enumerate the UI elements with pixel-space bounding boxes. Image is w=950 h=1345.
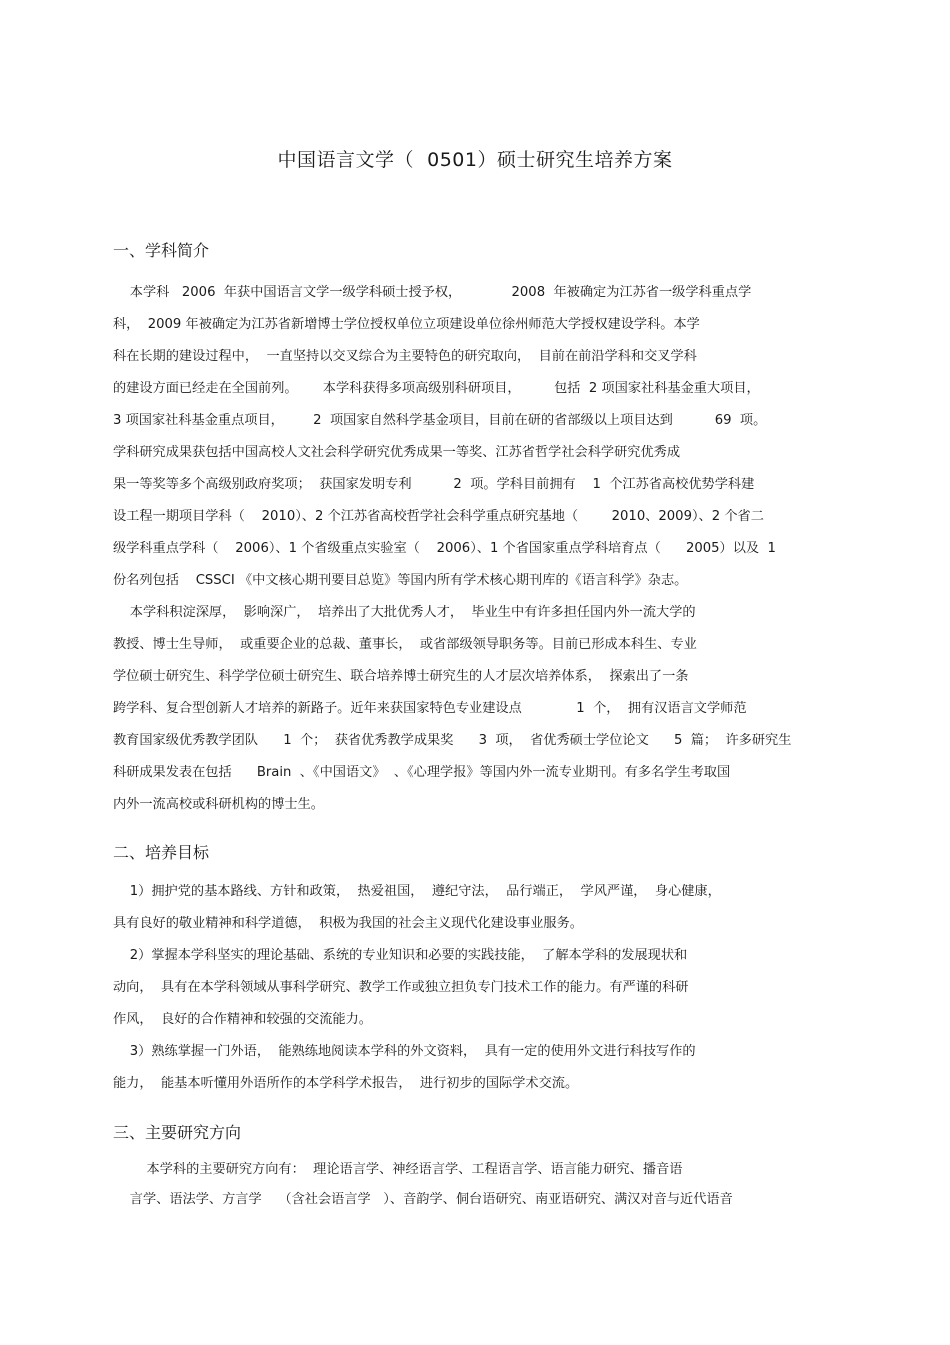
paragraph-line: 学位硕士研究生、科学学位硕士研究生、联合培养博士研究生的人才层次培养体系， 探索出了一条: [113, 669, 689, 684]
paragraph-line: 1）拥护党的基本路线、方针和政策， 热爱祖国， 遵纪守法， 品行端正， 学风严谨， 身心健康，: [113, 884, 721, 899]
paragraph-line: 言学、语法学、方言学 （含社会语言学 ）、音韵学、侗台语研究、南亚语研究、满汉对音与近代语音: [113, 1192, 733, 1207]
paragraph-line: 动向， 具有在本学科领域从事科学研究、教学工作或独立担负专门技术工作的能力。有严谨的科研: [113, 980, 689, 995]
paragraph-line: 科在长期的建设过程中， 一直坚持以交叉综合为主要特色的研究取向， 目前在前沿学科和交叉学科: [113, 349, 697, 364]
paragraph-line: 教授、博士生导师， 或重要企业的总裁、董事长， 或省部级领导职务等。目前已形成本科生、专业: [113, 637, 697, 652]
paragraph-line: 本学科的主要研究方向有： 理论语言学、神经语言学、工程语言学、语言能力研究、播音语: [113, 1162, 683, 1177]
paragraph-line: 份名列包括 CSSCI 《中文核心期刊要目总览》等国内所有学术核心期刊库的《语言科学》杂志。: [113, 573, 688, 588]
paragraph-line: 具有良好的敬业精神和科学道德， 积极为我国的社会主义现代化建设事业服务。: [113, 916, 583, 931]
paragraph-line: 科， 2009 年被确定为江苏省新增博士学位授权单位立项建设单位徐州师范大学授权建设学科。本学: [113, 317, 700, 332]
paragraph-line: 的建设方面已经走在全国前列。 本学科获得多项高级别科研项目， 包括 2 项国家社科基金重大项目，: [113, 381, 760, 396]
paragraph-line: 本学科 2006 年获中国语言文学一级学科硕士授予权， 2008 年被确定为江苏省一级学科重点学: [113, 285, 752, 300]
paragraph-line: 3）熟练掌握一门外语， 能熟练地阅读本学科的外文资料， 具有一定的使用外文进行科技写作的: [113, 1044, 696, 1059]
paragraph-line: 跨学科、复合型创新人才培养的新路子。近年来获国家特色专业建设点 1 个， 拥有汉语言文学师范: [113, 701, 747, 716]
paragraph-line: 果一等奖等多个高级别政府奖项； 获国家发明专利 2 项。学科目前拥有 1 个江苏省高校优势学科建: [113, 477, 755, 492]
paragraph-line: 本学科积淀深厚， 影响深广， 培养出了大批优秀人才， 毕业生中有许多担任国内外一流大学的: [113, 605, 696, 620]
paragraph-line: 2）掌握本学科坚实的理论基础、系统的专业知识和必要的实践技能， 了解本学科的发展现状和: [113, 948, 688, 963]
section-heading-intro: 一、学科简介: [113, 241, 210, 260]
section-heading-goals: 二、培养目标: [113, 843, 210, 862]
paragraph-line: 作风， 良好的合作精神和较强的交流能力。: [113, 1012, 372, 1027]
paragraph-line: 内外一流高校或科研机构的博士生。: [113, 797, 324, 812]
paragraph-line: 能力， 能基本听懂用外语所作的本学科学术报告， 进行初步的国际学术交流。: [113, 1076, 579, 1091]
paragraph-line: 科研成果发表在包括 Brain 、《中国语文》 、《心理学报》等国内外一流专业期刊。有多名学生考取国: [113, 765, 731, 780]
paragraph-line: 教育国家级优秀教学团队 1 个； 获省优秀教学成果奖 3 项， 省优秀硕士学位论文 5 篇； 许多研究生: [113, 733, 792, 748]
paragraph-line: 3 项国家社科基金重点项目， 2 项国家自然科学基金项目，目前在研的省部级以上项目达到 69 项。: [113, 413, 767, 428]
paragraph-line: 设工程一期项目学科（ 2010）、2 个江苏省高校哲学社会科学重点研究基地（ 2010、2009）、2 个省二: [113, 509, 764, 524]
paragraph-line: 级学科重点学科（ 2006）、1 个省级重点实验室（ 2006）、1 个省国家重点学科培育点（ 2005）以及 1: [113, 541, 776, 556]
document-title: 中国语言文学（ 0501）硕士研究生培养方案: [277, 149, 673, 171]
paragraph-line: 学科研究成果获包括中国高校人文社会科学研究优秀成果一等奖、江苏省哲学社会科学研究优秀成: [113, 445, 681, 460]
section-heading-research: 三、主要研究方向: [113, 1123, 242, 1142]
